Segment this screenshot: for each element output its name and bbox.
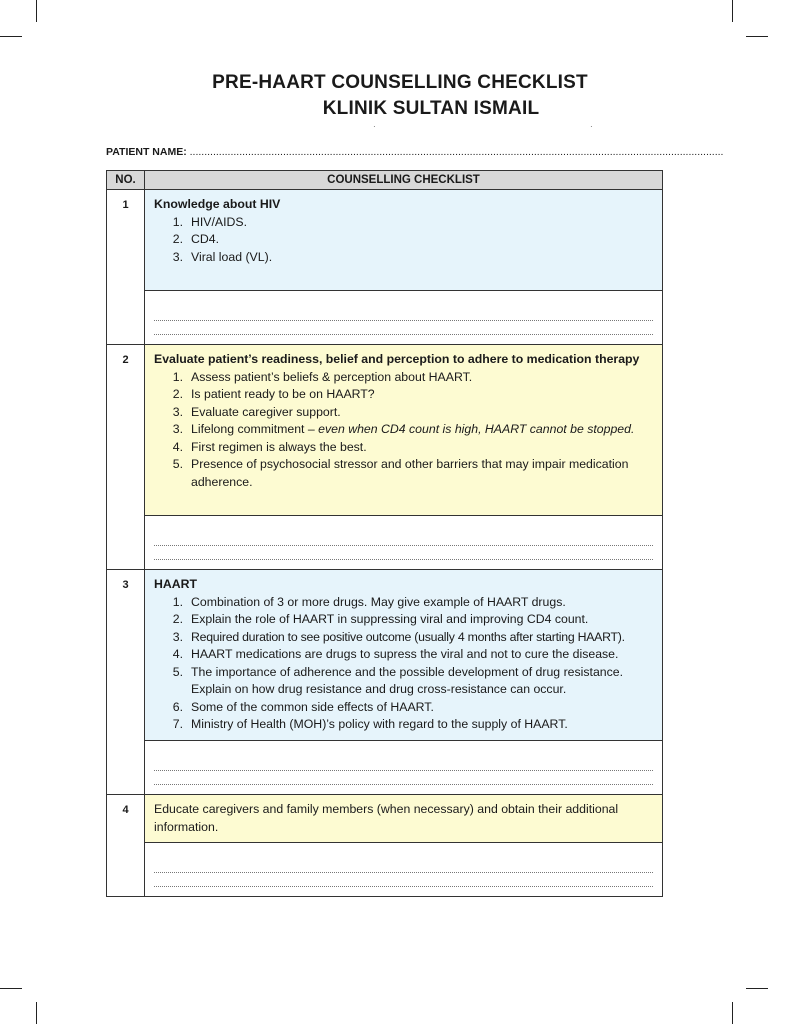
dotted-line [154,559,653,560]
patient-name-label: PATIENT NAME: [106,146,187,158]
notes-area[interactable] [145,741,663,795]
list-item: 1. HIV/AIDS. [172,214,248,229]
crop-mark [36,0,37,22]
title-line-1: PRE-HAART COUNSELLING CHECKLIST [212,72,588,93]
section-4-notes-row [107,843,663,897]
list-item: 7. Ministry of Health (MOH)’s policy with regard to the supply of HAART. [172,717,568,731]
section-number: 1 [107,190,145,345]
section-2-row [107,345,663,516]
list-item: 6. Some of the common side effects of HAART. [172,699,434,714]
section-1-notes-row [107,291,663,345]
list-item: 4. First regimen is always the best. [172,439,367,454]
notes-area[interactable] [145,291,663,345]
section-number: 2 [107,345,145,570]
dotted-line [154,784,653,785]
item-list [154,594,654,734]
crop-mark [746,36,768,37]
dotted-line [154,320,653,321]
crop-mark [0,988,22,989]
dotted-line [154,872,653,873]
list-item: 3. Required duration to see positive outcome (usually 4 months after starting HAART). [172,629,625,644]
section-heading: HAART [154,577,198,591]
header-no: NO. [107,171,145,190]
list-item: 1. Combination of 3 or more drugs. May give example of HAART drugs. [172,594,566,609]
section-2-content [145,345,663,516]
section-number: 4 [107,795,145,897]
patient-name-field[interactable] [106,146,724,158]
crop-mark [732,1002,733,1024]
title-line-2: KLINIK SULTAN ISMAIL [322,98,540,119]
counselling-checklist-table [106,170,663,897]
section-text: Educate caregivers and family members (when necessary) and obtain their additional information. [154,802,619,834]
list-item: 4. HAART medications are drugs to supress the viral and not to cure the disease. [172,647,619,661]
section-2-notes-row [107,516,663,570]
section-3-content [145,570,663,741]
dotted-line [154,334,653,335]
section-3-notes-row [107,741,663,795]
notes-area[interactable] [145,843,663,897]
list-item: 5. The importance of adherence and the possible development of drug resistance. Explain on how drug resistance and drug cross-resistance can occur. [172,664,624,696]
section-3-row [107,570,663,741]
section-heading: Knowledge about HIV [154,197,281,211]
crop-mark [732,0,733,22]
list-item: 1. Assess patient’s beliefs & perception about HAART. [172,369,473,384]
crop-mark [0,36,22,37]
section-4-content [145,795,663,843]
dotted-line [154,545,653,546]
patient-name-line[interactable]: ....................................................................................................................................................................................... [189,146,724,158]
section-1-content [145,190,663,291]
list-item: 3. Viral load (VL). [172,249,273,264]
print-mark: · [590,122,593,131]
dotted-line [154,886,653,887]
list-item: 5. Presence of psychosocial stressor and other barriers that may impair medication adherence. [172,457,629,489]
list-item: 2. CD4. [172,232,220,246]
item-list [154,214,654,267]
list-item: 2. Explain the role of HAART in suppressing viral and improving CD4 count. [172,612,589,626]
section-number: 3 [107,570,145,795]
list-item: 3. Evaluate caregiver support. [172,404,341,419]
print-mark: · [373,122,376,131]
section-1-row [107,190,663,291]
document-title [0,72,800,120]
header-checklist: COUNSELLING CHECKLIST [145,171,663,190]
list-item: 3. Lifelong commitment – even when CD4 count is high, HAART cannot be stopped. [172,422,635,436]
dotted-line [154,770,653,771]
table-header-row [107,171,663,190]
notes-area[interactable] [145,516,663,570]
section-4-row [107,795,663,843]
crop-mark [746,988,768,989]
section-heading: Evaluate patient’s readiness, belief and perception to adhere to medication therapy [154,352,640,366]
item-list [154,369,654,492]
crop-mark [36,1002,37,1024]
list-item: 2. Is patient ready to be on HAART? [172,387,375,401]
